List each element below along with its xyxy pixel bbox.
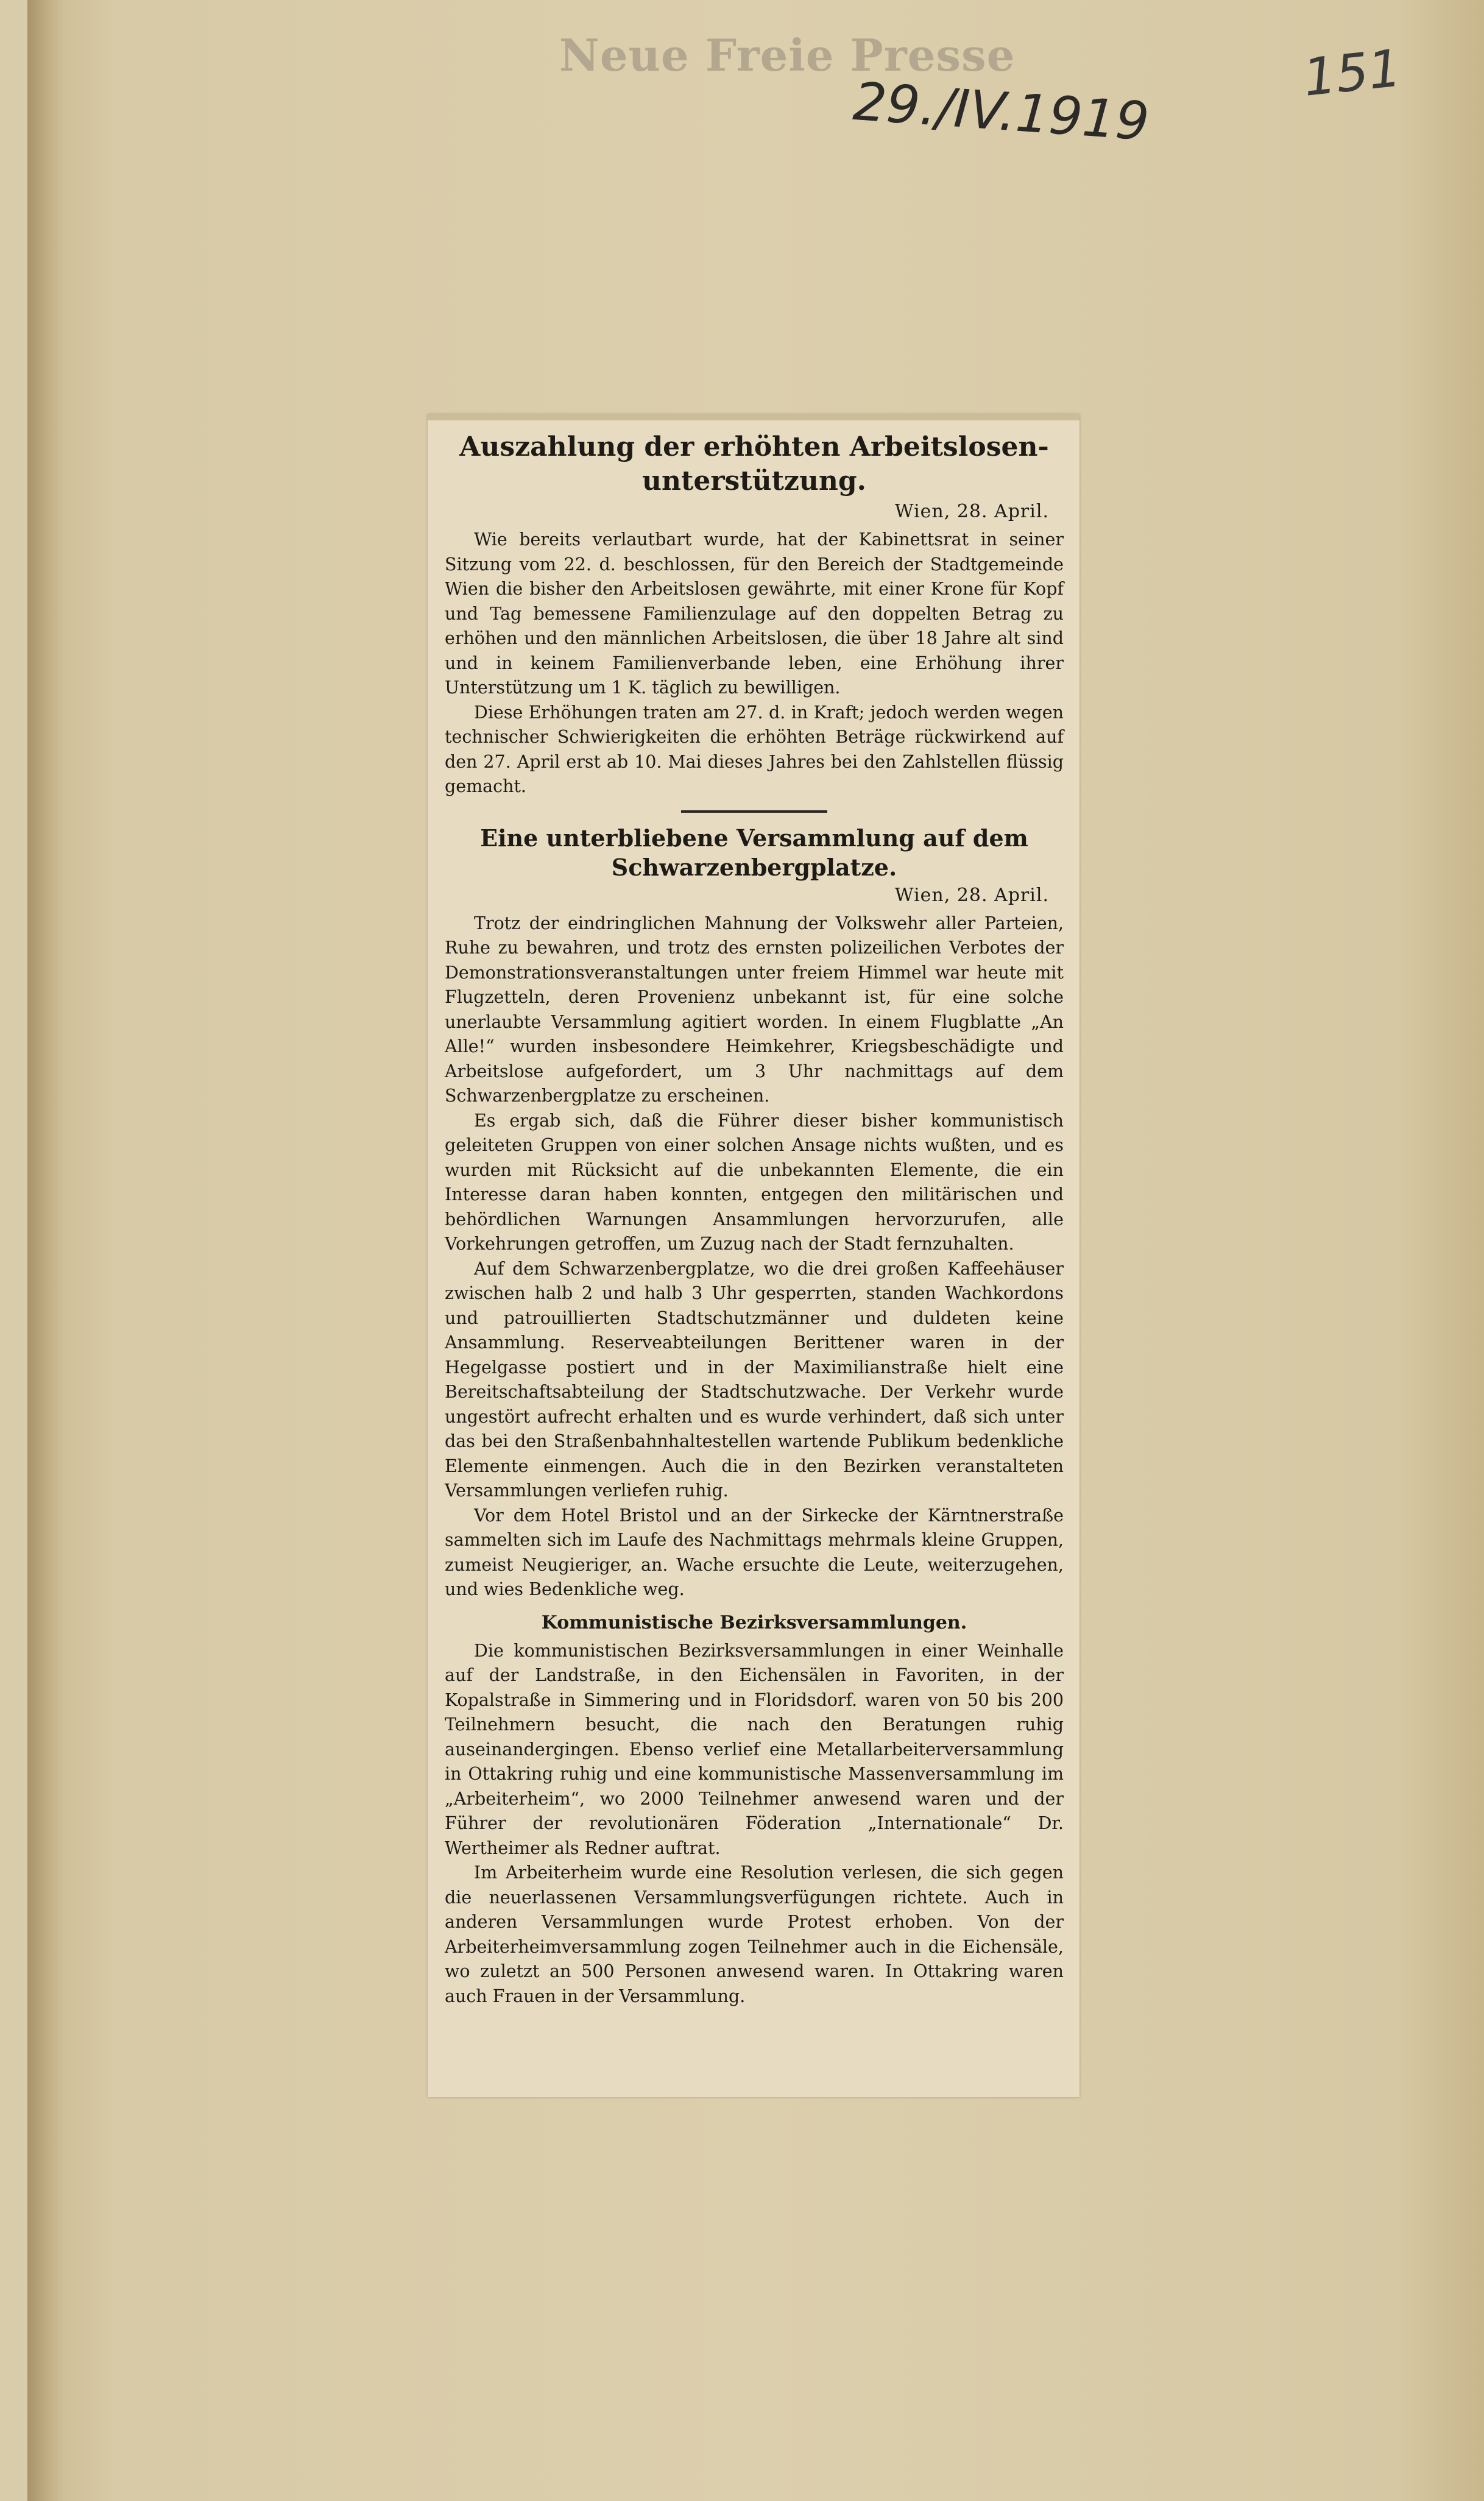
article-dateline: Wien, 28. April. xyxy=(894,884,1049,906)
article-paragraph: Diese Erhöhungen traten am 27. d. in Kraft; jedoch werden wegen technischer Schwierigkeiten die erhöhten Beträge rückwirkend auf den 27. April erst ab 10. Mai dieses Jahres bei den Zahlstellen flüssig gemacht. xyxy=(445,702,1064,796)
article-paragraph: Wie bereits verlautbart wurde, hat der Kabinettsrat in seiner Sitzung vom 22. d. beschlossen, für den Bereich der Stadtgemeinde Wien die bisher den Arbeitslosen gewährte, mit einer Krone für Kopf und Tag bemessene Familienzulage auf den doppelten Betrag zu erhöhen und den männlichen Arbeitslosen, die über 18 Jahre alt sind und in keinem Familienverbande leben, eine Erhöhung ihrer Unterstützung um 1 K. täglich zu bewilligen. xyxy=(445,529,1064,698)
newspaper-stamp: Neue Freie Presse xyxy=(559,29,1016,81)
article-title: Auszahlung der erhöhten Arbeitslosen-unterstützung. xyxy=(459,431,1049,497)
section-divider xyxy=(681,810,827,813)
article-dateline: Wien, 28. April. xyxy=(894,501,1049,522)
newspaper-clipping xyxy=(428,414,1079,2097)
article-paragraph: Im Arbeiterheim wurde eine Resolution verlesen, die sich gegen die neuerlassenen Versammlungsverfügungen richtete. Auch in anderen Versammlungen wurde Protest erhoben. Von der Arbeiterheimversammlung zogen Teilnehmer auch in die Eichensäle, wo zuletzt an 500 Personen anwesend waren. In Ottakring waren auch Frauen in der Versammlung. xyxy=(445,1862,1064,2006)
article-paragraph: Die kommunistischen Bezirksversammlungen in einer Weinhalle auf der Landstraße, in den Eichensälen in Favoriten, in der Kopalstraße in Simmering und in Floridsdorf. waren von 50 bis 200 Teilnehmern besucht, die nach den Beratungen ruhig auseinandergingen. Ebenso verlief eine Metallarbeiterversammlung in Ottakring ruhig und eine kommunistische Massenversammlung im „Arbeiterheim“, wo 2000 Teilnehmer anwesend waren und der Führer der revolutionären Föderation „Internationale“ Dr. Wertheimer als Redner auftrat. xyxy=(445,1640,1064,1858)
clipping-content xyxy=(445,430,1064,2009)
article-paragraph: Auf dem Schwarzenbergplatze, wo die drei großen Kaffeehäuser zwischen halb 2 und halb 3 Uhr gesperrten, standen Wachkordons und patrouillierten Stadtschutzmänner und duldeten keine Ansammlung. Reserveabteilungen Berittener waren in der Hegelgasse postiert und in der Maximilianstraße hielt eine Bereitschaftsabteilung der Stadtschutzwache. Der Verkehr wurde ungestört aufrecht erhalten und es wurde verhindert, daß sich unter das bei den Straßenbahnhaltestellen wartende Publikum bedenkliche Elemente einmengen. Auch die in den Bezirken veranstalteten Versammlungen verliefen ruhig. xyxy=(445,1258,1064,1501)
handwritten-date: 29./IV.1919 xyxy=(851,71,1151,153)
paper-edge xyxy=(27,0,64,2501)
article-communist-meetings xyxy=(445,1611,1064,2009)
article-unemployment-benefit xyxy=(445,430,1064,799)
article-paragraph: Es ergab sich, daß die Führer dieser bisher kommunistisch geleiteten Gruppen von einer solchen Ansage nichts wußten, und es wurden mit Rücksicht auf die unbekannten Elemente, die ein Interesse daran haben konnten, entgegen den militärischen und behördlichen Warnungen Ansammlungen hervorzurufen, alle Vorkehrungen getroffen, um Zuzug nach der Stadt fernzuhalten. xyxy=(445,1110,1064,1254)
article-subtitle: Kommunistische Bezirksversammlungen. xyxy=(541,1611,967,1633)
article-cancelled-assembly xyxy=(445,824,1064,1602)
article-paragraph: Trotz der eindringlichen Mahnung der Volkswehr aller Parteien, Ruhe zu bewahren, und trotz des ernsten polizeilichen Verbotes der Demonstrationsveranstaltungen unter freiem Himmel war heute mit Flugzetteln, deren Provenienz unbekannt ist, für eine solche unerlaubte Versammlung agitiert worden. In einem Flugblatte „An Alle!“ wurden insbesondere Heimkehrer, Kriegsbeschädigte und Arbeitslose aufgefordert, um 3 Uhr nachmittags auf dem Schwarzenbergplatze zu erscheinen. xyxy=(445,913,1064,1106)
article-paragraph: Vor dem Hotel Bristol und an der Sirkecke der Kärntnerstraße sammelten sich im Laufe des Nachmittags mehrmals kleine Gruppen, zumeist Neugieriger, an. Wache ersuchte die Leute, weiterzugehen, und wies Bedenkliche weg. xyxy=(445,1505,1064,1599)
handwritten-page-number: 151 xyxy=(1300,38,1404,108)
article-title: Eine unterbliebene Versammlung auf dem Schwarzenbergplatze. xyxy=(480,824,1028,881)
